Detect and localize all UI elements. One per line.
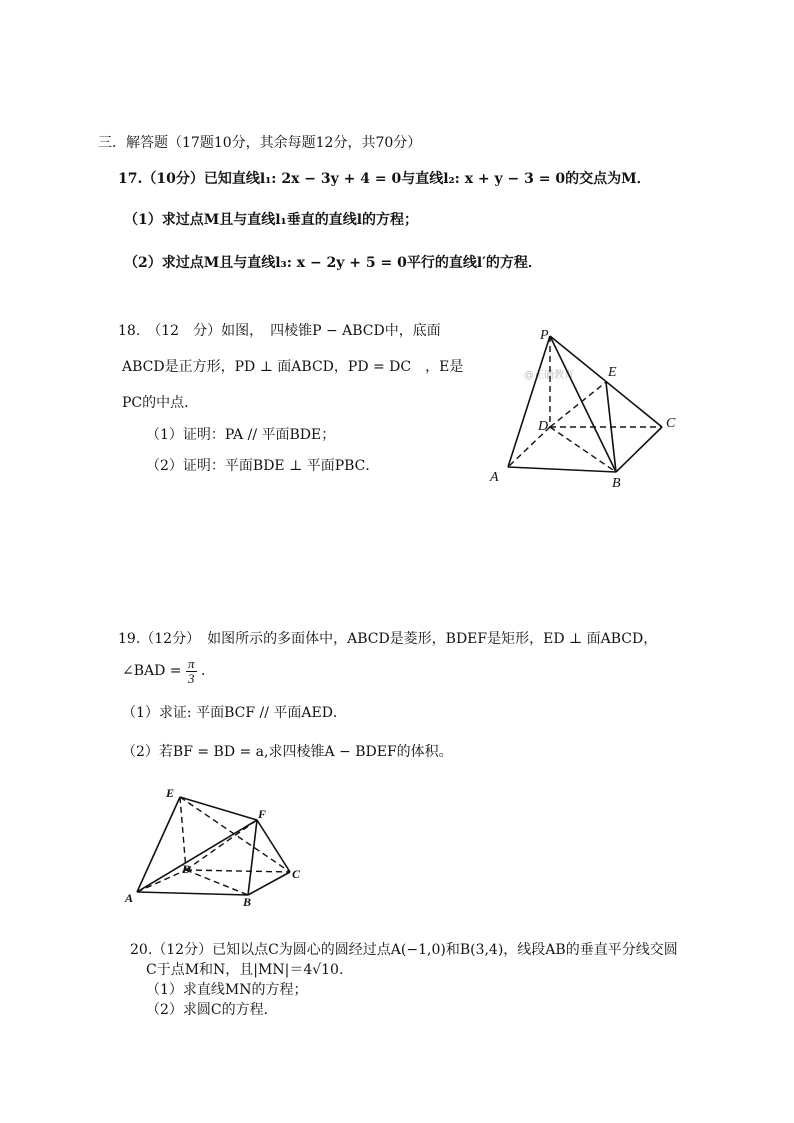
edge-AB [137,892,248,895]
q18-stem-line2: ABCD是正方形，PD ⊥ 面ABCD，PD = DC ，E是 [122,359,464,375]
label-A: A [125,891,134,905]
q19-part2: （2）若BF = BD = a,求四棱锥A − BDEF的体积。 [122,744,453,760]
q19-stem-line2 [122,656,215,686]
q18-part1: （1）证明：PA // 平面BDE； [146,427,336,443]
edge-BC [248,872,290,895]
section-title: 三．解答题（17题10分，其余每题12分，共70分） [98,135,422,151]
label-D: D [182,862,191,876]
fraction-numerator: π [188,655,195,671]
watermark: @正确教育 [524,370,574,381]
q19-stem-end: ． [200,663,215,679]
edge-FC [257,820,290,872]
edge-DE [550,382,606,427]
q19-part1: （1）求证: 平面BCF // 平面AED． [122,705,347,721]
label-B: B [243,895,252,909]
edge-PB [550,336,616,472]
edge-AE [137,797,180,892]
edge-AF [137,820,257,892]
q18-part2: （2）证明：平面BDE ⊥ 平面PBC． [146,458,380,474]
q20-stem-line2: C于点M和N，且|MN|＝4√10. [146,962,344,978]
edge-EF [180,797,257,820]
label-C: C [666,416,676,431]
q17-part1: （1）求过点M且与直线l₁垂直的直线l的方程； [124,212,419,228]
q20-part1: （1）求直线MN的方程； [146,982,308,998]
edge-EC [180,797,290,872]
q18-pyramid-figure [480,318,690,490]
label-E: E [166,786,175,800]
q20-stem-line1: 20.（12分）已知以点C为圆心的圆经过点A(−1,0)和B(3,4)，线段AB的垂直平分线交圆 [130,942,678,958]
q20-part2: （2）求圆C的方程． [146,1002,278,1018]
edge-DB [550,427,616,472]
label-D: D [538,419,549,434]
edge-FB [248,820,257,895]
label-E: E [608,365,617,380]
q19-stem-line1: 19.（12分） 如图所示的多面体中，ABCD是菱形，BDEF是矩形，ED ⊥ 面ABCD， [118,631,658,647]
fraction-denominator: 3 [188,670,195,686]
edge-DF [186,820,257,870]
label-B: B [612,476,621,490]
edge-BC [616,427,662,472]
edge-ED [180,797,186,870]
q18-stem-line1: 18. （12 分）如图， 四棱锥P − ABCD中，底面 [118,323,441,339]
q19-fraction [186,657,197,686]
label-C: C [292,867,301,881]
edge-PA [508,336,550,467]
edge-DC [186,870,290,872]
edge-DB [186,870,248,895]
q17-part2: （2）求过点M且与直线l₃: x − 2y + 5 = 0平行的直线l′的方程． [124,255,542,271]
q18-stem-line3: PC的中点． [122,395,199,411]
edge-AD [137,870,186,892]
q17-stem: 17.（10分）已知直线l₁: 2x − 3y + 4 = 0与直线l₂: x + y − 3 = 0的交点为M． [118,171,651,187]
q19-angle: ∠BAD = [122,663,182,679]
label-P: P [540,328,549,343]
label-F: F [258,807,267,821]
edge-AB [508,467,616,472]
label-A: A [490,470,499,485]
q19-polyhedron-figure [120,782,320,912]
